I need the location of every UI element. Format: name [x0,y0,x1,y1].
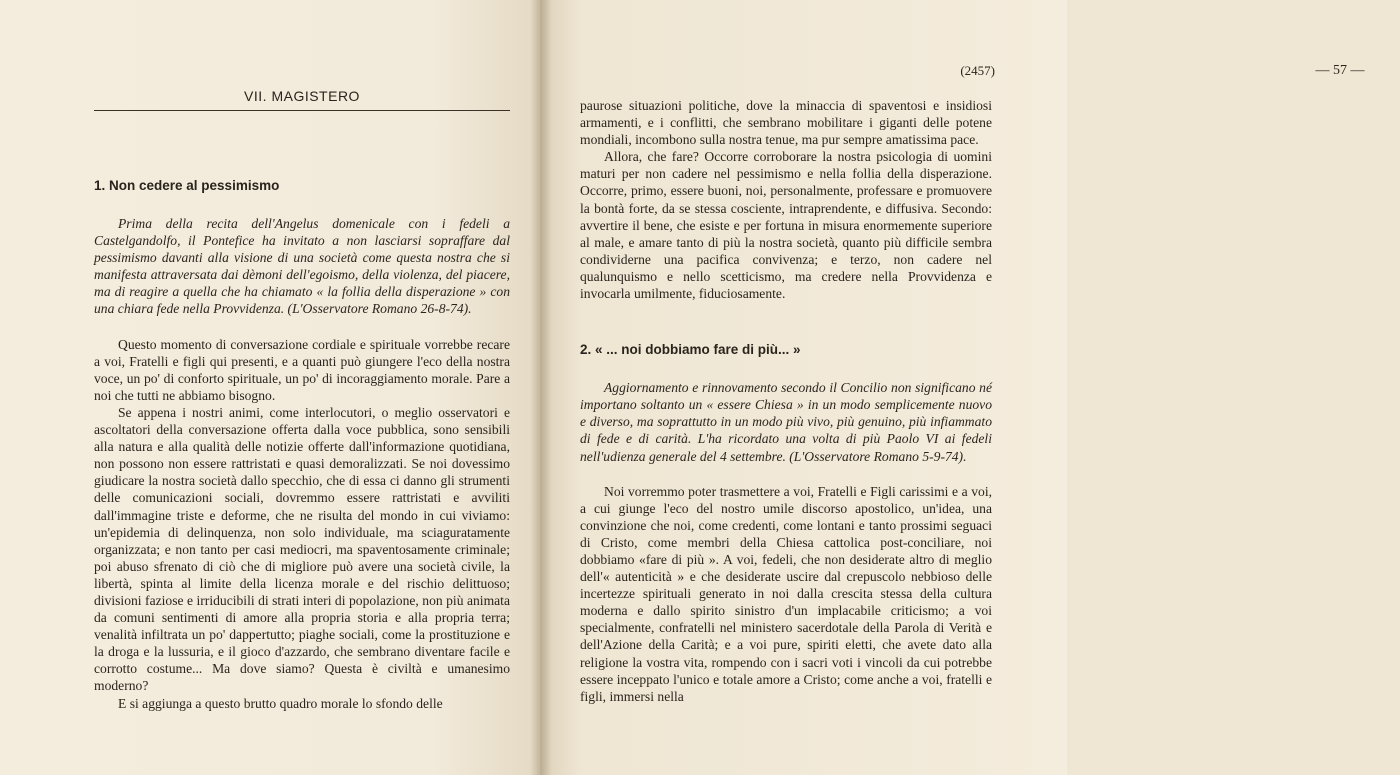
section-2-intro: Aggiornamento e rinnovamento secondo il Concilio non significano né importano soltanto un « essere Chiesa » in un modo semplicemente nuovo e diverso, ma soprattutto in un modo più vivo, più genuino, più infiammato di fede e di carità. L'ha ricordato una volta di più Paolo VI ai fedeli nell'udienza generale del 4 settembre. (L'Osservatore Romano 5-9-74). [580,380,992,464]
continuation-paragraph: paurose situazioni politiche, dove la minaccia di spaventosi e insidiosi armamenti, e i conflitti, che sembrano mobilitare i giganti delle potene mondiali, incombono sulla nostra tenue, ma pur sempre amatissima pace. [580,98,992,148]
paragraph-allora: Allora, che fare? Occorre corroborare la nostra psicologia di uomini maturi per non cadere nel pessimismo e nella follia della disperazione. Occorre, primo, essere buoni, noi, personalmente, professare e promuovere la bontà forte, da se stessa cosciente, intraprendente, e diffusiva. Secondo: avvertire il bene, che esiste e per fortuna in misura enormemente superiore al male, e amare tanto di più la nostra società, quanto più difficile sembra condividerne una pacifica convivenza; e terzo, non cadere nel qualunquismo e nello scetticismo, ma credere nella Provvidenza e invocarla umilmente, fiduciosamente. [580,149,992,302]
section-1-title: 1. Non cedere al pessimismo [94,178,280,193]
left-column [94,178,510,712]
paragraph-noi-vorremmo: Noi vorremmo poter trasmettere a voi, Fratelli e Figli carissimi e a voi, a cui giunge l'eco del nostro umile discorso apostolico, un'idea, una convinzione che noi, come credenti, come lontani e tanto prossimi seguaci di Cristo, come membri della Chiesa cattolica post-conciliare, noi dobbiamo «fare di più ». A voi, fedeli, che non desiderate altro di meglio dell'« autenticità » e che desiderate uscire dal crepuscolo nebbioso delle incertezze spirituali generato in noi dalla crescita stessa della cultura moderna e dallo spirito sinistro d'un implacabile criticismo; a voi specialmente, confratelli nel ministero sacerdotale della Parola di Verità e dell'Azione della Carità; e a voi pure, spiriti eletti, che avete dato alla religione la vostra vita, rompendo con i sacri voti i vincoli da cui potrebbe essere inceppato l'unico e totale amore a Cristo; come anche a voi, fratelli e figli, immersi nella [580,483,992,704]
page-code: (2457) [960,63,995,78]
chapter-heading: VII. MAGISTERO [94,88,510,111]
paragraph-animi: Se appena i nostri animi, come interlocutori, o meglio osservatori e ascoltatori della conversazione offerta dalla voce pubblica, sono sensibili alla natura e alla qualità delle notizie offerte dall'informazione quotidiana, non possono non essere rattristati e quasi demoralizzati. Se noi dovessimo giudicare la nostra società dallo specchio, che di essa ci danno gli strumenti delle comunicazioni sociali, dovremmo essere rattristati e avviliti dall'immagine triste e deforme, che ne risulta del mondo in cui viviamo: un'epidemia di delinquenza, non solo individuale, ma sciaguratamente organizzata; e non tanto per casi mediocri, ma spaventosamente criminale; poi abuso sfrenato di ciò che di migliore può avere una società civile, la libertà, spinta al limite della licenza morale e del rischio delittuoso; divisioni faziose e irriducibili di strati interi di popolazione, non più animata da comuni sentimenti di amore alla propria storia e alla propria terra; venalità infiltrata un po' dappertutto; piaghe sociali, come la prostituzione e la droga e la lussuria, e il gioco d'azzardo, che sembrano diventare facile e corrotto costume... Ma dove siamo? Questa è civiltà e umanesimo moderno? [94,404,510,694]
section-2-title: 2. « ... noi dobbiamo fare di più... » [580,342,801,358]
page-number: — 57 — [1315,63,1365,78]
left-page [0,0,540,775]
paragraph-conversazione: Questo momento di conversazione cordiale e spirituale vorrebbe recare a voi, Fratelli e figli qui presenti, e a quanti può giungere l'eco della nostra voce, un po' di conforto spirituale, un po' di incoraggiamento morale. Pare a noi che tutti ne abbiamo bisogno. [94,336,510,403]
section-1-intro: Prima della recita dell'Angelus domenicale con i fedeli a Castelgandolfo, il Pontefice ha invitato a non lasciarsi sopraffare dal pessimismo davanti alla visione di una società come questa nostra che si manifesta attraversata dai dèmoni dell'egoismo, della violenza, del piacere, ma di reagire a quella che ha chiamato « la follia della disperazione » con una chiara fede nella Provvidenza. (L'Osservatore Romano 26-8-74). [94,216,510,317]
right-column [580,97,992,705]
paragraph-aggiunga: E si aggiunga a questo brutto quadro morale lo sfondo delle [118,695,443,711]
